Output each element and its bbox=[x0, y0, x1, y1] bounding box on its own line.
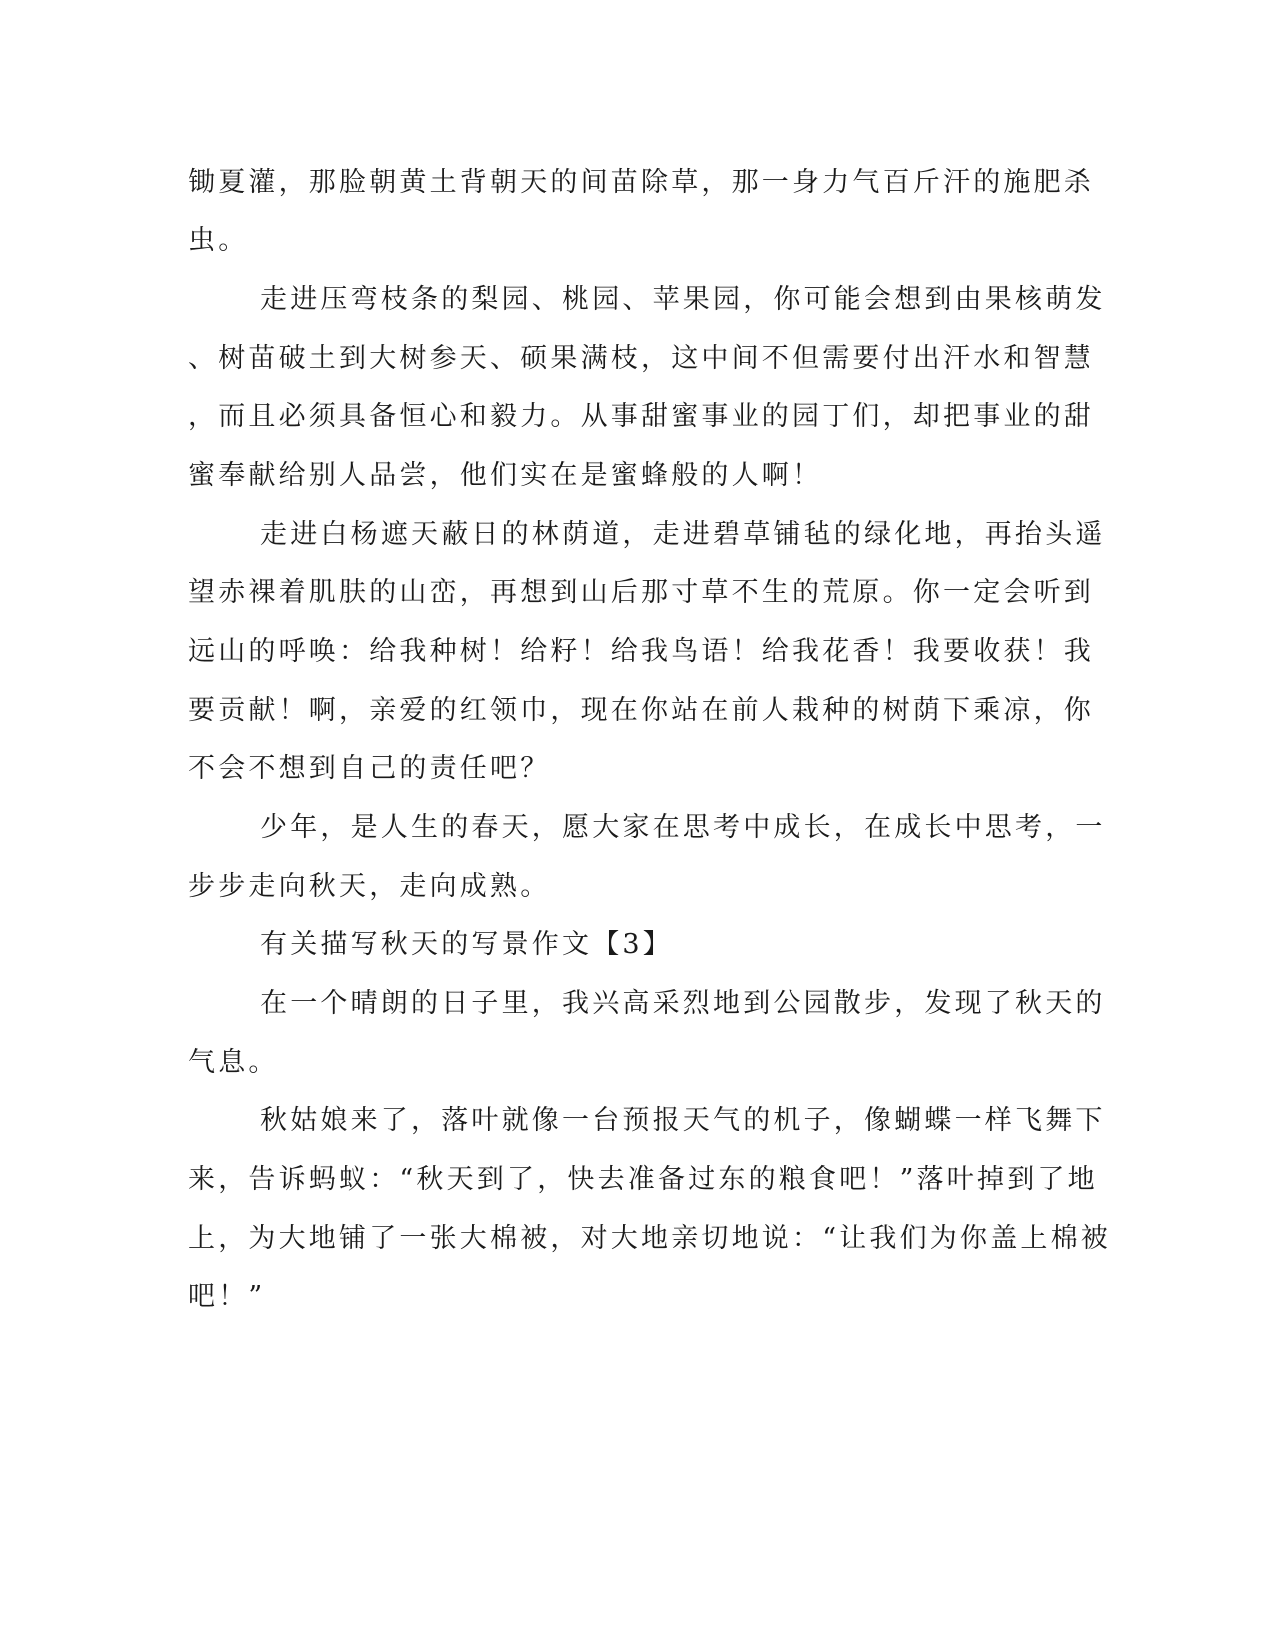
text-line: 步步走向秋天，走向成熟。 bbox=[188, 871, 551, 902]
text-line: 、树苗破土到大树参天、硕果满枝，这中间不但需要付出汗水和智慧 bbox=[188, 343, 1094, 374]
text-line: 远山的呼唤：给我种树！给籽！给我鸟语！给我花香！我要收获！我 bbox=[188, 636, 1094, 667]
text-line: 望赤裸着肌肤的山峦，再想到山后那寸草不生的荒原。你一定会听到 bbox=[188, 577, 1094, 608]
text-line: 气息。 bbox=[188, 1047, 279, 1078]
paragraph-first-line: 走进白杨遮天蔽日的林荫道，走进碧草铺毡的绿化地，再抬头遥 bbox=[260, 519, 1106, 550]
text-line: ，而且必须具备恒心和毅力。从事甜蜜事业的园丁们，却把事业的甜 bbox=[188, 401, 1094, 432]
text-line: 要贡献！啊，亲爱的红领巾，现在你站在前人栽种的树荫下乘凉，你 bbox=[188, 695, 1094, 726]
text-line: 上，为大地铺了一张大棉被，对大地亲切地说：“让我们为你盖上棉被 bbox=[188, 1223, 1112, 1254]
paragraph-first-line: 秋姑娘来了，落叶就像一台预报天气的机子，像蝴蝶一样飞舞下 bbox=[260, 1105, 1106, 1136]
text-line: 蜜奉献给别人品尝，他们实在是蜜蜂般的人啊！ bbox=[188, 460, 823, 491]
text-line: 来，告诉蚂蚁：“秋天到了，快去准备过东的粮食吧！”落叶掉到了地 bbox=[188, 1164, 1098, 1195]
text-line: 锄夏灌，那脸朝黄土背朝天的间苗除草，那一身力气百斤汗的施肥杀 bbox=[188, 167, 1094, 198]
paragraph-first-line: 少年，是人生的春天，愿大家在思考中成长，在成长中思考，一 bbox=[260, 812, 1106, 843]
text-line: 虫。 bbox=[188, 225, 249, 256]
paragraph-first-line: 在一个晴朗的日子里，我兴高采烈地到公园散步，发现了秋天的 bbox=[260, 988, 1106, 1019]
text-line: 不会不想到自己的责任吧？ bbox=[188, 753, 551, 784]
paragraph-first-line: 走进压弯枝条的梨园、桃园、苹果园，你可能会想到由果核萌发 bbox=[260, 284, 1106, 315]
text-line: 吧！” bbox=[188, 1281, 266, 1312]
section-heading: 有关描写秋天的写景作文【3】 bbox=[260, 929, 673, 960]
